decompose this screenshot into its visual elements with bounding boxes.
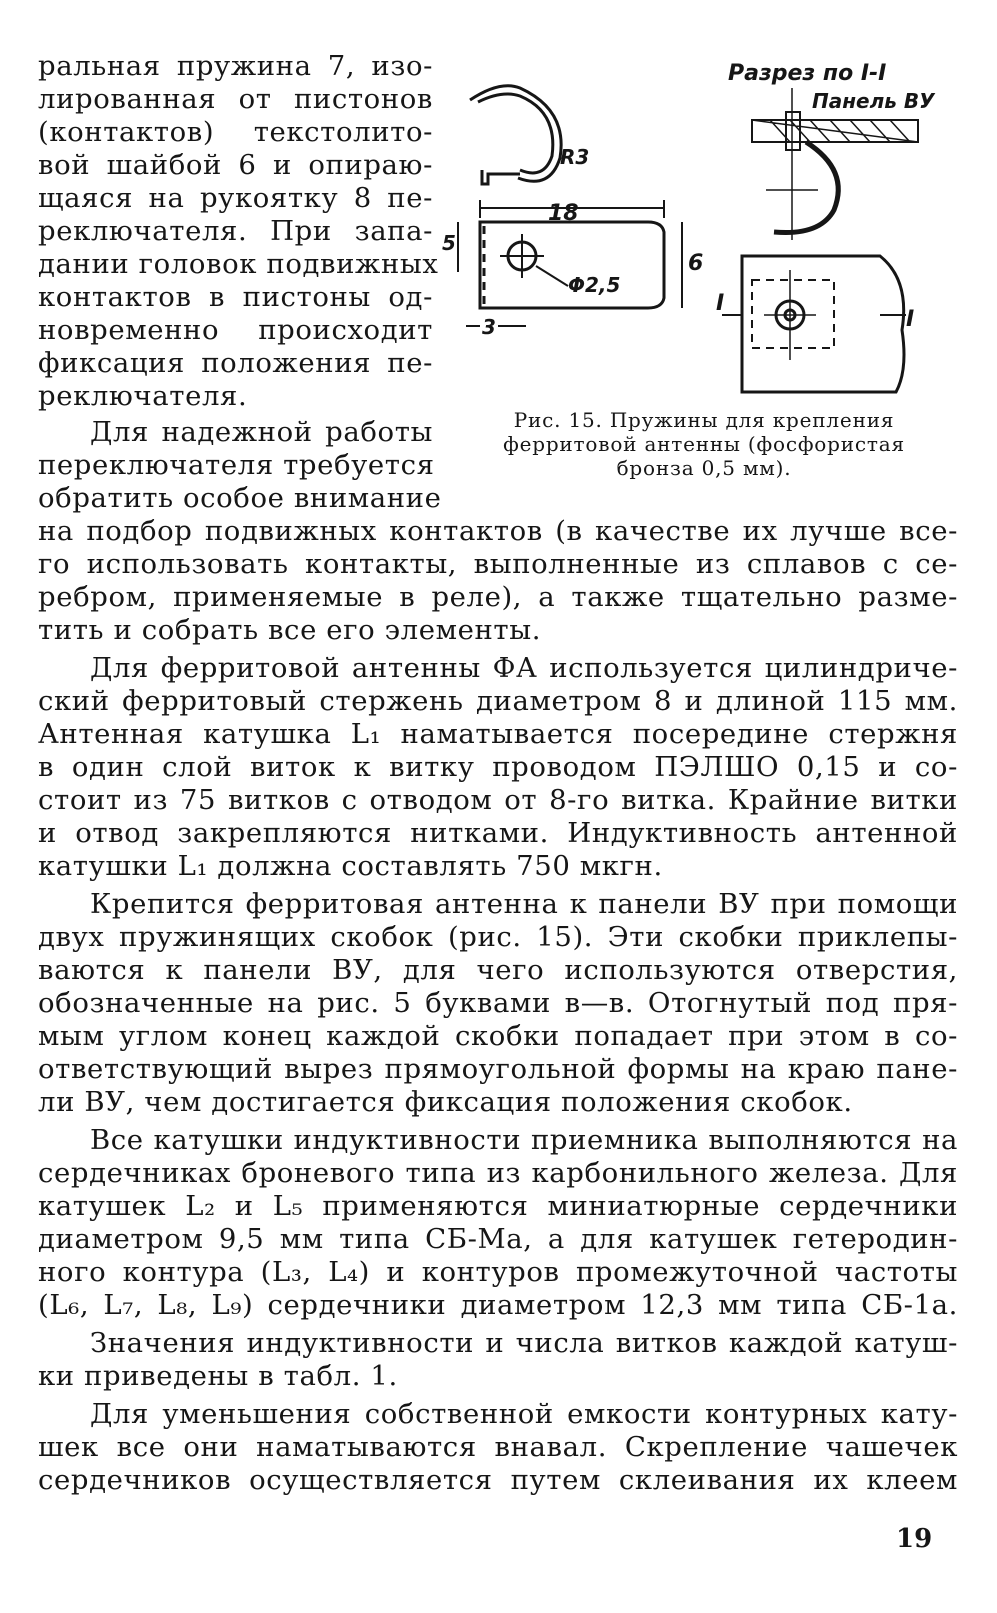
body-line: Для ферритовой антенны ФА используется цилиндриче- bbox=[90, 652, 958, 684]
body-line: ного контура (L₃, L₄) и контуров промежуточной частоты bbox=[38, 1256, 958, 1288]
column-line: новременно происходит bbox=[38, 314, 433, 346]
body-line: ский ферритовый стержень диаметром 8 и длиной 115 мм. bbox=[38, 685, 958, 717]
column-line: щаяся на рукоятку 8 пе- bbox=[38, 182, 433, 214]
body-line: и отвод закрепляются нитками. Индуктивность антенной bbox=[38, 817, 958, 849]
spring-tail bbox=[482, 170, 520, 184]
page-number: 19 bbox=[896, 1524, 933, 1554]
body-line: Для уменьшения собственной емкости контурных кату- bbox=[90, 1398, 958, 1430]
body-line: катушек L₂ и L₅ применяются миниатюрные сердечники bbox=[38, 1190, 958, 1222]
column-line: Для надежной работы bbox=[90, 416, 433, 448]
body-line: Крепится ферритовая антенна к панели ВУ при помощи bbox=[90, 888, 958, 920]
body-line: двух пружинящих скобок (рис. 15). Эти скобки приклепы- bbox=[38, 921, 958, 953]
body-line: в один слой виток к витку проводом ПЭЛШО 0,15 и со- bbox=[38, 751, 958, 783]
body-line: ки приведены в табл. 1. bbox=[38, 1360, 398, 1392]
spring-hook-inner bbox=[478, 94, 553, 173]
panel-plan bbox=[742, 256, 904, 392]
section-mark-left: I bbox=[716, 291, 725, 316]
dim-radius: R3 bbox=[560, 145, 590, 169]
body-line: Все катушки индуктивности приемника выполняются на bbox=[90, 1124, 958, 1156]
body-line: шек все они наматываются внавал. Скрепление чашечек bbox=[38, 1431, 958, 1463]
column-line: (контактов) текстолито- bbox=[38, 116, 433, 148]
body-line: мым углом конец каждой скобки попадает при этом в со- bbox=[38, 1020, 958, 1052]
body-line: сердечников осуществляется путем склеивания их клеем bbox=[38, 1464, 958, 1496]
body-line: Антенная катушка L₁ наматывается посередине стержня bbox=[38, 718, 958, 750]
column-line: реключателя. При запа- bbox=[38, 215, 433, 247]
rivet bbox=[786, 112, 800, 150]
body-line: стоит из 75 витков с отводом от 8-го витка. Крайние витки bbox=[38, 784, 958, 816]
section-label: Разрез по I-I bbox=[728, 61, 887, 86]
body-line: обозначенные на рис. 5 буквами в—в. Отогнутый под пря- bbox=[38, 987, 958, 1019]
figure-caption-line: бронза 0,5 мм). bbox=[616, 456, 792, 480]
section-mark-right: I bbox=[906, 307, 915, 332]
dim-height-right: 6 bbox=[688, 251, 704, 276]
body-line: ваются к панели ВУ, для чего используются отверстия, bbox=[38, 954, 958, 986]
column-line: фиксация положения пе- bbox=[38, 347, 433, 379]
body-line: на подбор подвижных контактов (в качестве их лучше все- bbox=[38, 515, 958, 547]
body-line: тить и собрать все его элементы. bbox=[38, 614, 542, 646]
column-line: реключателя. bbox=[38, 380, 248, 412]
bracket-outline bbox=[752, 280, 834, 348]
body-line: ребром, применяемые в реле), а также тщательно разме- bbox=[38, 581, 958, 613]
body-line: ли ВУ, чем достигается фиксация положения скобок. bbox=[38, 1086, 853, 1118]
panel-label: Панель ВУ bbox=[812, 89, 935, 113]
dim-bottom: 3 bbox=[482, 315, 496, 339]
body-line: сердечниках броневого типа из карбонильного железа. Для bbox=[38, 1157, 958, 1189]
body-line: ответствующий вырез прямоугольной формы на краю пане- bbox=[38, 1053, 958, 1085]
column-line: переключателя требуется bbox=[38, 449, 435, 481]
body-line: го использовать контакты, выполненные из сплавов с се- bbox=[38, 548, 958, 580]
body-line: диаметром 9,5 мм типа СБ-Ма, а для катушек гетеродин- bbox=[38, 1223, 958, 1255]
figure-springs bbox=[440, 40, 960, 400]
column-line: обратить особое внимание bbox=[38, 482, 442, 514]
dim-hole: Φ2,5 bbox=[568, 273, 621, 297]
body-line: (L₆, L₇, L₈, L₉) сердечники диаметром 12,3 мм типа СБ-1а. bbox=[38, 1289, 958, 1321]
column-line: вой шайбой 6 и опираю- bbox=[38, 149, 433, 181]
column-line: дании головок подвижных bbox=[38, 248, 439, 280]
column-line: контактов в пистоны од- bbox=[38, 281, 433, 313]
dim-height-left: 5 bbox=[442, 231, 456, 255]
column-line: ральная пружина 7, изо- bbox=[38, 50, 433, 82]
body-line: катушки L₁ должна составлять 750 мкгн. bbox=[38, 850, 663, 882]
figure-caption-line: Рис. 15. Пружины для крепления bbox=[513, 408, 895, 432]
figure-caption-line: ферритовой антенны (фосфористая bbox=[503, 432, 905, 456]
body-line: Значения индуктивности и числа витков каждой катуш- bbox=[90, 1327, 958, 1359]
dim-leader-hole bbox=[536, 266, 568, 286]
spring-section bbox=[774, 142, 838, 233]
column-line: лированная от пистонов bbox=[38, 83, 433, 115]
dim-length: 18 bbox=[548, 201, 579, 226]
